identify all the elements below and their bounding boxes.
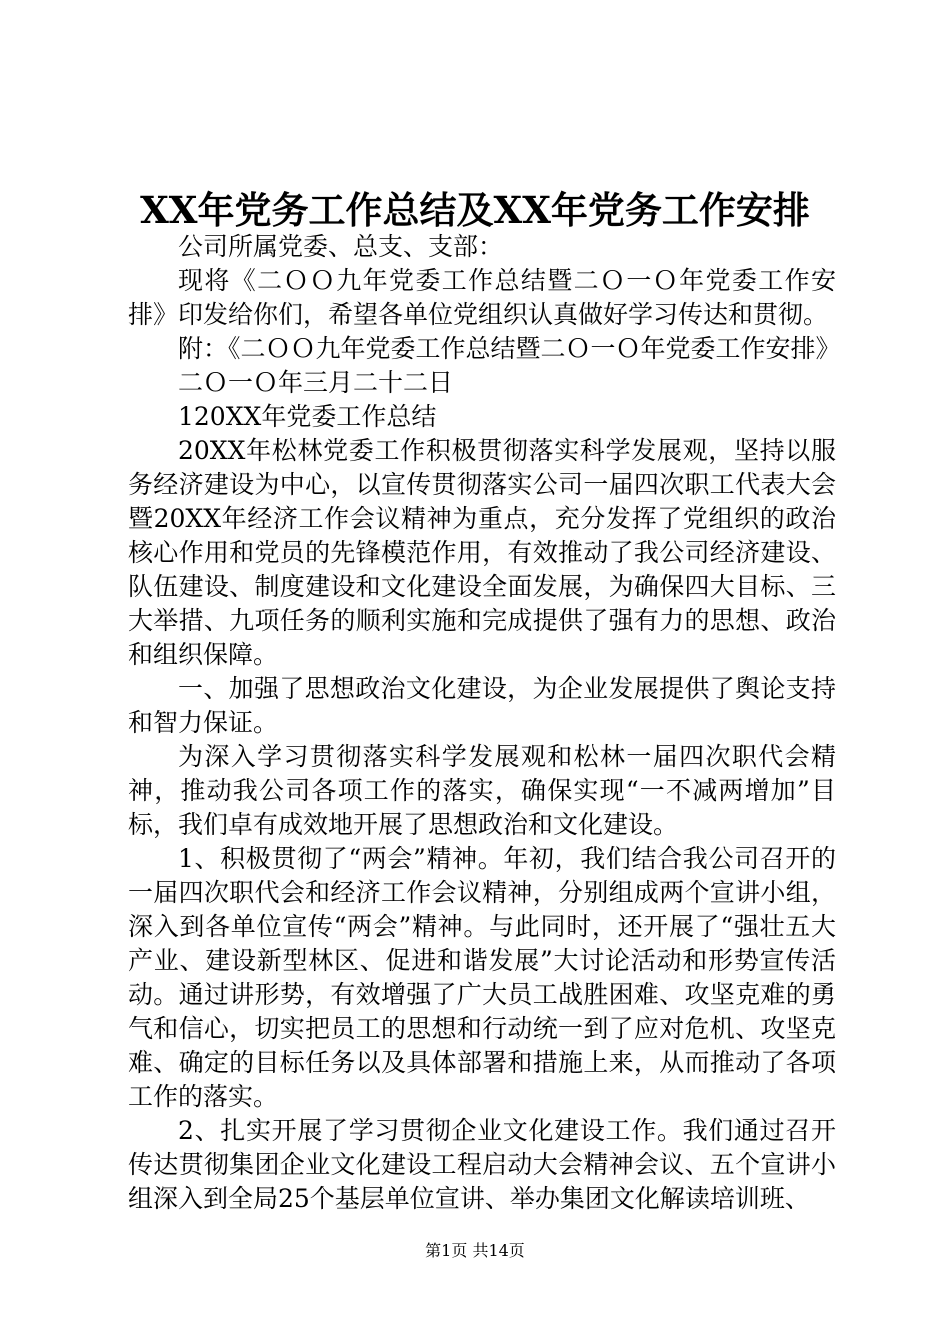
paragraph-attachment: 附：《二ＯＯ九年党委工作总结暨二Ｏ一Ｏ年党委工作安排》 <box>178 334 841 363</box>
paragraph-date: 二Ｏ一Ｏ年三月二十二日 <box>178 368 454 397</box>
paragraph-item-two: 2、扎实开展了学习贯彻企业文化建设工作。我们通过召开传达贯彻集团企业文化建设工程启动大会精神会议、五个宣讲小组深入到全局25个基层单位宣讲、举办集团文化解读培训班、 <box>128 1116 836 1213</box>
paragraph-heading-one: 一、加强了思想政治文化建设，为企业发展提供了舆论支持和智力保证。 <box>128 674 836 737</box>
paragraph-salutation: 公司所属党委、总支、支部： <box>178 232 504 261</box>
page-footer: 第1页 共14页 <box>425 1241 525 1260</box>
paragraph-notice: 现将《二ＯＯ九年党委工作总结暨二Ｏ一Ｏ年党委工作安排》印发给你们，希望各单位党组织认真做好学习传达和贯彻。 <box>128 266 836 329</box>
document-body <box>128 230 841 1216</box>
paragraph-body-one: 为深入学习贯彻落实科学发展观和松林一届四次职代会精神，推动我公司各项工作的落实，确保实现“一不减两增加”目标，我们卓有成效地开展了思想政治和文化建设。 <box>128 742 836 839</box>
document-title: XX年党务工作总结及XX年党务工作安排 <box>140 188 810 232</box>
paragraph-summary-intro: 20XX年松林党委工作积极贯彻落实科学发展观，坚持以服务经济建设为中心，以宣传贯彻落实公司一届四次职工代表大会暨20XX年经济工作会议精神为重点，充分发挥了党组织的政治核心作用和党员的先锋模范作用，有效推动了我公司经济建设、队伍建设、制度建设和文化建设全面发展，为确保四大目标、三大举措、九项任务的顺利实施和完成提供了强有力的思想、政治和组织保障。 <box>128 436 836 669</box>
paragraph-section-heading: 120XX年党委工作总结 <box>178 402 437 431</box>
paragraph-item-one: 1、积极贯彻了“两会”精神。年初，我们结合我公司召开的一届四次职代会和经济工作会议精神，分别组成两个宣讲小组，深入到各单位宣传“两会”精神。与此同时，还开展了“强壮五大产业、建设新型林区、促进和谐发展”大讨论活动和形势宣传活动。通过讲形势，有效增强了广大员工战胜困难、攻坚克难的勇气和信心，切实把员工的思想和行动统一到了应对危机、攻坚克难、确定的目标任务以及具体部署和措施上来，从而推动了各项工作的落实。 <box>128 844 836 1111</box>
